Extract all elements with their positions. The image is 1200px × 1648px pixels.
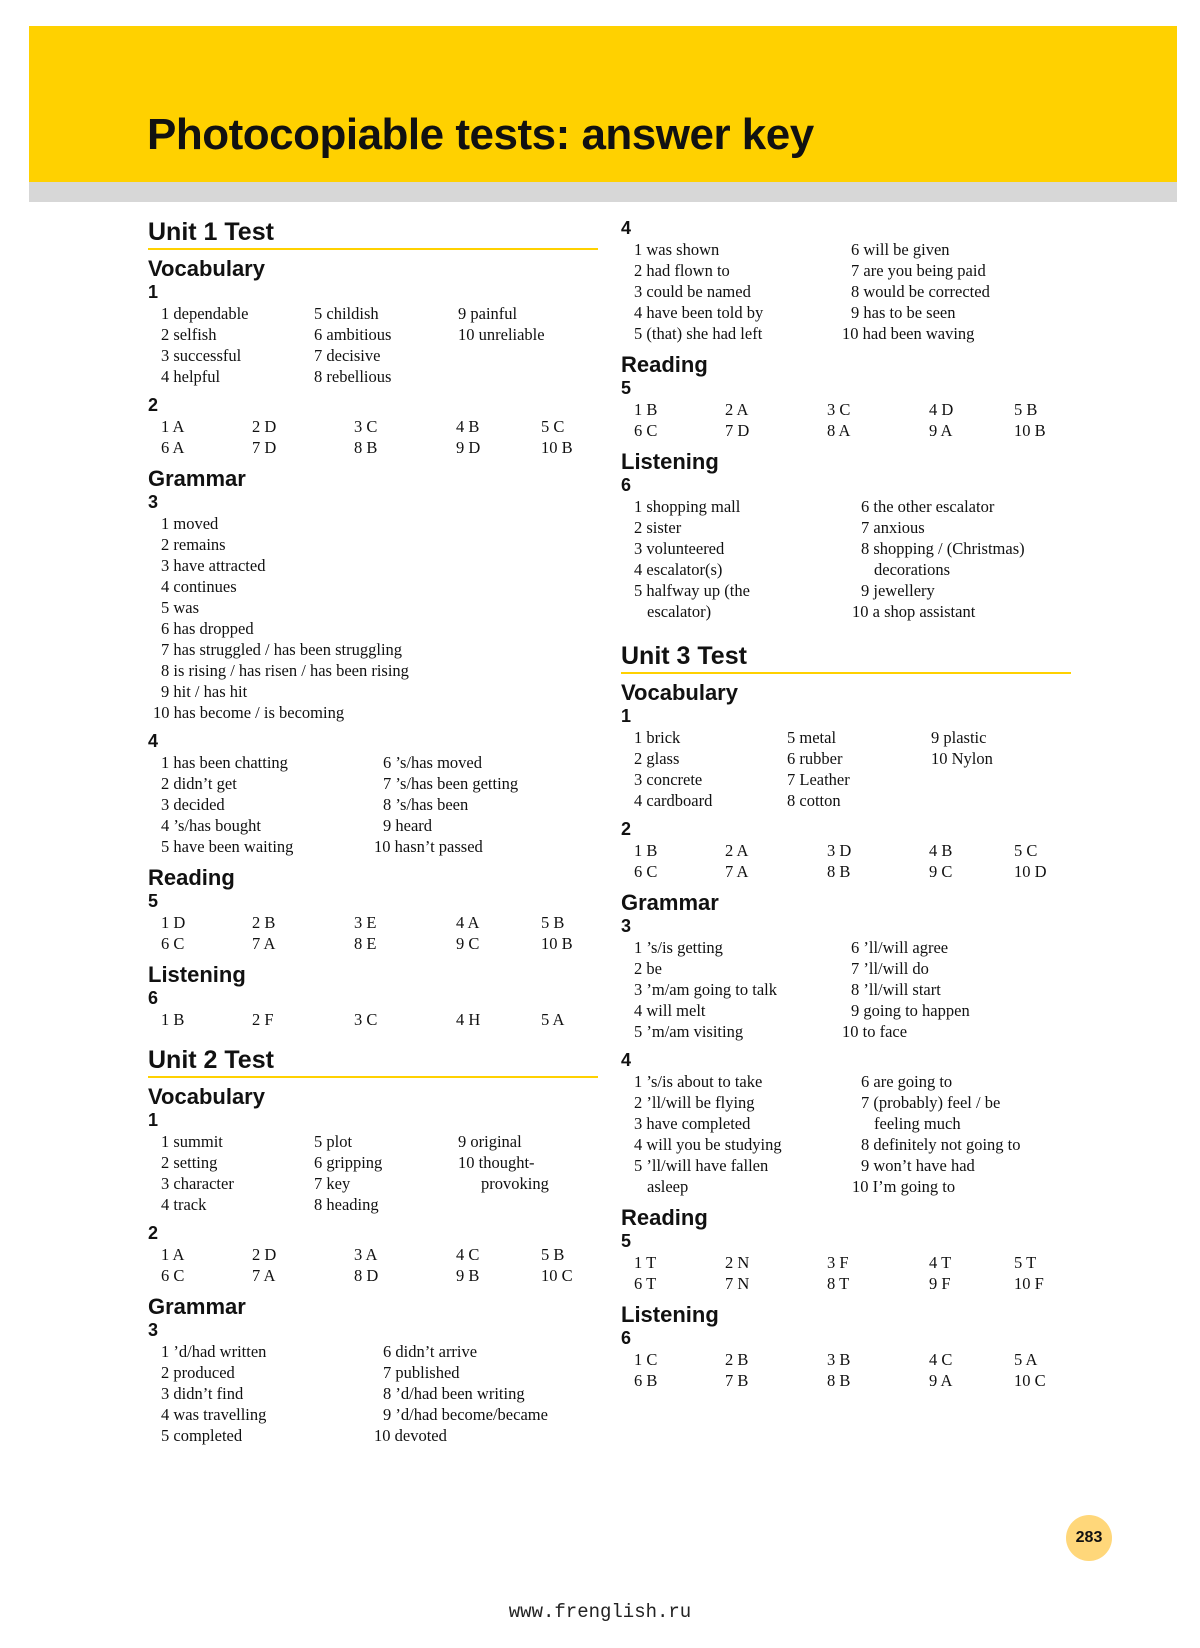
unit-1-vocabulary-heading: Vocabulary	[148, 256, 265, 281]
unit-2-vocabulary-heading: Vocabulary	[148, 1084, 265, 1109]
unit-2-grammar-heading: Grammar	[148, 1294, 246, 1319]
answer: 1 brick	[634, 728, 681, 747]
answer: 2 selfish	[161, 325, 217, 344]
answer: 9 jewellery	[861, 581, 935, 600]
answer: 8 shopping / (Christmas)	[861, 539, 1025, 558]
answer: 5 ’ll/will have fallen	[634, 1156, 769, 1175]
answer: 6 ’s/has moved	[383, 753, 482, 772]
answer: 4 continues	[161, 577, 237, 596]
answer: 6 will be given	[851, 240, 950, 259]
exercise-number: 5	[621, 378, 632, 398]
answer: 7 has struggled / has been struggling	[161, 640, 403, 659]
answer: asleep	[647, 1177, 689, 1196]
answer: 10 a shop assistant	[852, 602, 976, 621]
answer: 5 have been waiting	[161, 837, 294, 856]
answer: 3 decided	[161, 795, 225, 814]
answer: 8 B	[827, 1371, 851, 1390]
unit-2-reading-heading: Reading	[621, 352, 708, 377]
answer-row	[148, 1244, 598, 1265]
exercise-number: 4	[148, 731, 159, 751]
answer: 4 B	[456, 417, 480, 436]
answer: 6 T	[634, 1274, 657, 1293]
answer: 6 A	[161, 438, 185, 457]
exercise-number: 3	[148, 1320, 159, 1340]
answer: 2 had flown to	[634, 261, 730, 280]
unit-3-reading-answers	[621, 1252, 1071, 1294]
answer: provoking	[481, 1174, 549, 1193]
answer: 8 T	[827, 1274, 850, 1293]
answer: 3 F	[827, 1253, 849, 1272]
answer: 2 A	[725, 841, 749, 860]
answer: 3 concrete	[634, 770, 703, 789]
unit-3-grammar-heading: Grammar	[621, 890, 719, 915]
unit-3-reading-heading: Reading	[621, 1205, 708, 1230]
answer: 4 cardboard	[634, 791, 713, 810]
unit-1-vocab-ex2	[148, 416, 598, 458]
answer: 5 halfway up (the	[634, 581, 750, 600]
answer: 7 anxious	[861, 518, 925, 537]
answer: 5 B	[541, 1245, 565, 1264]
answer: 6 rubber	[787, 749, 843, 768]
unit-1-grammar-heading: Grammar	[148, 466, 246, 491]
answer: 5 B	[541, 913, 565, 932]
answer: 6 gripping	[314, 1153, 383, 1172]
answer: 9 A	[929, 421, 953, 440]
answer: 4 C	[456, 1245, 480, 1264]
answer: 3 C	[354, 1010, 378, 1029]
answer: 1 was shown	[634, 240, 720, 259]
answer: 3 successful	[161, 346, 242, 365]
answer: 8 ’d/had been writing	[383, 1384, 525, 1403]
answer: 6 has dropped	[161, 619, 254, 638]
exercise-number: 2	[148, 1223, 159, 1243]
answer-row	[148, 912, 598, 933]
answer: 5 A	[1014, 1350, 1038, 1369]
answer: 5 T	[1014, 1253, 1037, 1272]
exercise-number: 3	[148, 492, 159, 512]
exercise-number: 4	[621, 218, 632, 238]
answer: 7 D	[725, 421, 750, 440]
answer: 10 thought-	[458, 1153, 535, 1172]
answer: 7 are you being paid	[851, 261, 986, 280]
unit-2-grammar-ex3	[148, 1341, 598, 1446]
answer: 2 D	[252, 1245, 277, 1264]
answer: 6 ambitious	[314, 325, 392, 344]
right-column	[621, 218, 1071, 1391]
answer: 9 B	[456, 1266, 480, 1285]
answer: 3 could be named	[634, 282, 751, 301]
exercise-number: 2	[148, 395, 159, 415]
answer: 7 N	[725, 1274, 750, 1293]
answer: 7 key	[314, 1174, 351, 1193]
answer: 2 sister	[634, 518, 682, 537]
answer: 10 C	[1014, 1371, 1046, 1390]
exercise-number: 5	[621, 1231, 632, 1251]
answer: 1 ’d/had written	[161, 1342, 267, 1361]
header-grey-strip	[29, 182, 1177, 202]
page-number: 283	[1066, 1515, 1112, 1561]
answer: 8 heading	[314, 1195, 379, 1214]
answer-column	[634, 1071, 782, 1197]
answer: 7 ’ll/will do	[851, 959, 929, 978]
answer: 6 are going to	[861, 1072, 953, 1091]
exercise-number: 3	[621, 916, 632, 936]
answer: escalator)	[647, 602, 712, 621]
answer: 3 C	[827, 400, 851, 419]
answer-column	[161, 1131, 234, 1215]
answer: 6 ’ll/will agree	[851, 938, 949, 957]
answer: 10 I’m going to	[852, 1177, 956, 1196]
answer: 9 has to be seen	[851, 303, 956, 322]
answer-column	[458, 303, 545, 345]
unit-1-reading-answers	[148, 912, 598, 954]
answer: 5 was	[161, 598, 200, 617]
exercise-number: 5	[148, 891, 159, 911]
exercise-number: 6	[621, 475, 632, 495]
answer-column	[787, 727, 850, 811]
unit-2-vocab-ex1	[148, 1131, 598, 1215]
answer-column	[634, 727, 712, 811]
answer: 9 painful	[458, 304, 518, 323]
answer: 8 ’s/has been	[383, 795, 469, 814]
answer: 3 C	[354, 417, 378, 436]
answer-row	[621, 420, 1071, 441]
exercise-number: 1	[148, 282, 159, 302]
answer: 8 E	[354, 934, 377, 953]
answer-row	[621, 840, 1071, 861]
answer: 8 ’ll/will start	[851, 980, 941, 999]
answer: 10 hasn’t passed	[374, 837, 483, 856]
unit-3-title: Unit 3 Test	[621, 642, 1071, 674]
answer: 10 devoted	[374, 1426, 447, 1445]
answer: 5 childish	[314, 304, 379, 323]
answer: 6 C	[161, 934, 185, 953]
answer-row	[621, 1252, 1071, 1273]
answer: 8 rebellious	[314, 367, 392, 386]
answer: 3 B	[827, 1350, 851, 1369]
answer: 9 ’d/had become/became	[383, 1405, 548, 1424]
answer: 4 escalator(s)	[634, 560, 723, 579]
unit-2-vocab-ex2	[148, 1244, 598, 1286]
answer-row	[148, 416, 598, 437]
unit-1-listening-heading: Listening	[148, 962, 246, 987]
answer: 1 shopping mall	[634, 497, 741, 516]
answer: 10 had been waving	[842, 324, 975, 343]
answer: 10 unreliable	[458, 325, 545, 344]
answer: 2 N	[725, 1253, 750, 1272]
answer: 9 won’t have had	[861, 1156, 975, 1175]
answer: 1 dependable	[161, 304, 249, 323]
answer: 6 didn’t arrive	[383, 1342, 478, 1361]
answer: 2 glass	[634, 749, 680, 768]
answer-column	[458, 1131, 549, 1194]
answer: 5 completed	[161, 1426, 243, 1445]
answer: 9 original	[458, 1132, 522, 1151]
exercise-number: 1	[621, 706, 632, 726]
answer: 1 B	[634, 400, 658, 419]
answer: 3 E	[354, 913, 377, 932]
unit-1-listening-answers	[148, 1009, 598, 1030]
unit-3-grammar-ex4	[621, 1071, 1071, 1197]
answer-column	[931, 727, 993, 769]
answer: 7 D	[252, 438, 277, 457]
unit-3-listening-heading: Listening	[621, 1302, 719, 1327]
answer: 7 published	[383, 1363, 460, 1382]
exercise-number: 1	[148, 1110, 159, 1130]
answer: 5 (that) she had left	[634, 324, 763, 343]
answer: 3 character	[161, 1174, 234, 1193]
answer: 7 ’s/has been getting	[383, 774, 519, 793]
answer: 4 helpful	[161, 367, 221, 386]
answer: 5 A	[541, 1010, 565, 1029]
answer: 3 didn’t find	[161, 1384, 244, 1403]
unit-1-reading-heading: Reading	[148, 865, 235, 890]
page-title: Photocopiable tests: answer key	[147, 110, 814, 159]
answer: 5 ’m/am visiting	[634, 1022, 744, 1041]
answer: 2 produced	[161, 1363, 235, 1382]
answer: 8 B	[354, 438, 378, 457]
unit-2-grammar-ex4	[621, 239, 1071, 344]
answer: 7 B	[725, 1371, 749, 1390]
answer: 8 cotton	[787, 791, 841, 810]
answer: 4 T	[929, 1253, 952, 1272]
answer: 3 ’m/am going to talk	[634, 980, 777, 999]
answer: 1 ’s/is getting	[634, 938, 723, 957]
answer: 10 B	[1014, 421, 1046, 440]
answer-row	[621, 1370, 1071, 1391]
answer: 8 A	[827, 421, 851, 440]
answer: 2 B	[252, 913, 276, 932]
answer: 4 D	[929, 400, 954, 419]
answer: 1 moved	[161, 514, 219, 533]
answer-column	[314, 303, 391, 387]
answer: 2 F	[252, 1010, 274, 1029]
answer: 5 C	[541, 417, 565, 436]
answer: 4 B	[929, 841, 953, 860]
answer: 5 C	[1014, 841, 1038, 860]
answer: 6 the other escalator	[861, 497, 995, 516]
answer: 4 C	[929, 1350, 953, 1369]
answer: 9 plastic	[931, 728, 987, 747]
answer: 6 C	[634, 421, 658, 440]
answer: 2 B	[725, 1350, 749, 1369]
answer: 10 C	[541, 1266, 573, 1285]
left-column	[148, 218, 598, 1446]
answer: 8 D	[354, 1266, 379, 1285]
answer: 9 D	[456, 438, 481, 457]
exercise-number: 6	[148, 988, 159, 1008]
answer: 1 A	[161, 1245, 185, 1264]
answer: 10 D	[1014, 862, 1047, 881]
answer: 7 A	[725, 862, 749, 881]
answer: 4 H	[456, 1010, 481, 1029]
answer: 9 F	[929, 1274, 951, 1293]
answer-row	[148, 933, 598, 954]
answer-row	[621, 1349, 1071, 1370]
unit-2-reading-answers	[621, 399, 1071, 441]
answer-row	[148, 1265, 598, 1286]
answer: 7 Leather	[787, 770, 850, 789]
answer: 9 A	[929, 1371, 953, 1390]
answer: 4 have been told by	[634, 303, 764, 322]
answer: 6 C	[161, 1266, 185, 1285]
answer: 8 would be corrected	[851, 282, 990, 301]
answer: 10 B	[541, 438, 573, 457]
answer: 10 F	[1014, 1274, 1044, 1293]
answer: 1 has been chatting	[161, 753, 288, 772]
unit-3-vocabulary-heading: Vocabulary	[621, 680, 738, 705]
answer-column	[852, 1071, 1021, 1197]
answer: 10 Nylon	[931, 749, 993, 768]
unit-2-listening-heading: Listening	[621, 449, 719, 474]
answer: 1 A	[161, 417, 185, 436]
answer: 3 D	[827, 841, 852, 860]
answer: 3 volunteered	[634, 539, 725, 558]
answer: 1 C	[634, 1350, 658, 1369]
answer: 1 summit	[161, 1132, 223, 1151]
answer: 8 B	[827, 862, 851, 881]
unit-1-vocab-ex1	[148, 303, 598, 387]
answer: 10 to face	[842, 1022, 908, 1041]
unit-2-listening-answers	[621, 496, 1071, 622]
answer: 2 be	[634, 959, 662, 978]
answer: 7 (probably) feel / be	[861, 1093, 1001, 1112]
answer-column	[634, 496, 750, 622]
answer: 4 ’s/has bought	[161, 816, 261, 835]
answer: 7 A	[252, 1266, 276, 1285]
answer: 8 is rising / has risen / has been rising	[161, 661, 409, 680]
answer: 1 B	[161, 1010, 185, 1029]
answer: 3 have attracted	[161, 556, 266, 575]
exercise-number: 4	[621, 1050, 632, 1070]
answer-row	[621, 1273, 1071, 1294]
exercise-number: 2	[621, 819, 632, 839]
answer: 2 D	[252, 417, 277, 436]
answer-row	[148, 437, 598, 458]
answer: 1 B	[634, 841, 658, 860]
answer: 10 has become / is becoming	[153, 703, 345, 722]
answer: 2 remains	[161, 535, 226, 554]
answer: 2 ’ll/will be flying	[634, 1093, 755, 1112]
unit-1-title: Unit 1 Test	[148, 218, 598, 250]
unit-1-grammar-ex3	[148, 513, 598, 723]
answer: decorations	[874, 560, 951, 579]
answer: 8 definitely not going to	[861, 1135, 1021, 1154]
answer: 2 setting	[161, 1153, 218, 1172]
unit-3-vocab-ex2	[621, 840, 1071, 882]
unit-3-grammar-ex3	[621, 937, 1071, 1042]
answer-column	[161, 303, 249, 387]
answer-column	[314, 1131, 382, 1215]
answer: feeling much	[874, 1114, 961, 1133]
answer: 2 A	[725, 400, 749, 419]
answer: 6 C	[634, 862, 658, 881]
answer: 9 hit / has hit	[161, 682, 248, 701]
answer-row	[148, 1009, 598, 1030]
answer: 4 A	[456, 913, 480, 932]
answer: 1 T	[634, 1253, 657, 1272]
exercise-number: 6	[621, 1328, 632, 1348]
answer: 7 A	[252, 934, 276, 953]
answer: 9 C	[929, 862, 953, 881]
answer: 4 will melt	[634, 1001, 706, 1020]
answer: 9 C	[456, 934, 480, 953]
answer: 9 heard	[383, 816, 433, 835]
unit-2-title: Unit 2 Test	[148, 1046, 598, 1078]
answer: 4 was travelling	[161, 1405, 267, 1424]
answer: 4 track	[161, 1195, 207, 1214]
answer-row	[621, 861, 1071, 882]
answer: 3 A	[354, 1245, 378, 1264]
answer: 10 B	[541, 934, 573, 953]
answer: 6 B	[634, 1371, 658, 1390]
answer-row	[621, 399, 1071, 420]
answer-column	[852, 496, 1025, 622]
answer: 5 metal	[787, 728, 837, 747]
answer: 2 didn’t get	[161, 774, 237, 793]
unit-1-grammar-ex4	[148, 752, 598, 857]
unit-3-vocab-ex1	[621, 727, 1071, 811]
answer: 1 ’s/is about to take	[634, 1072, 763, 1091]
footer-url: www.frenglish.ru	[508, 1601, 692, 1623]
answer: 1 D	[161, 913, 186, 932]
answer: 9 going to happen	[851, 1001, 970, 1020]
answer: 5 plot	[314, 1132, 353, 1151]
unit-3-listening-answers	[621, 1349, 1071, 1391]
answer: 3 have completed	[634, 1114, 751, 1133]
answer: 5 B	[1014, 400, 1038, 419]
answer: 4 will you be studying	[634, 1135, 782, 1154]
answer: 7 decisive	[314, 346, 381, 365]
